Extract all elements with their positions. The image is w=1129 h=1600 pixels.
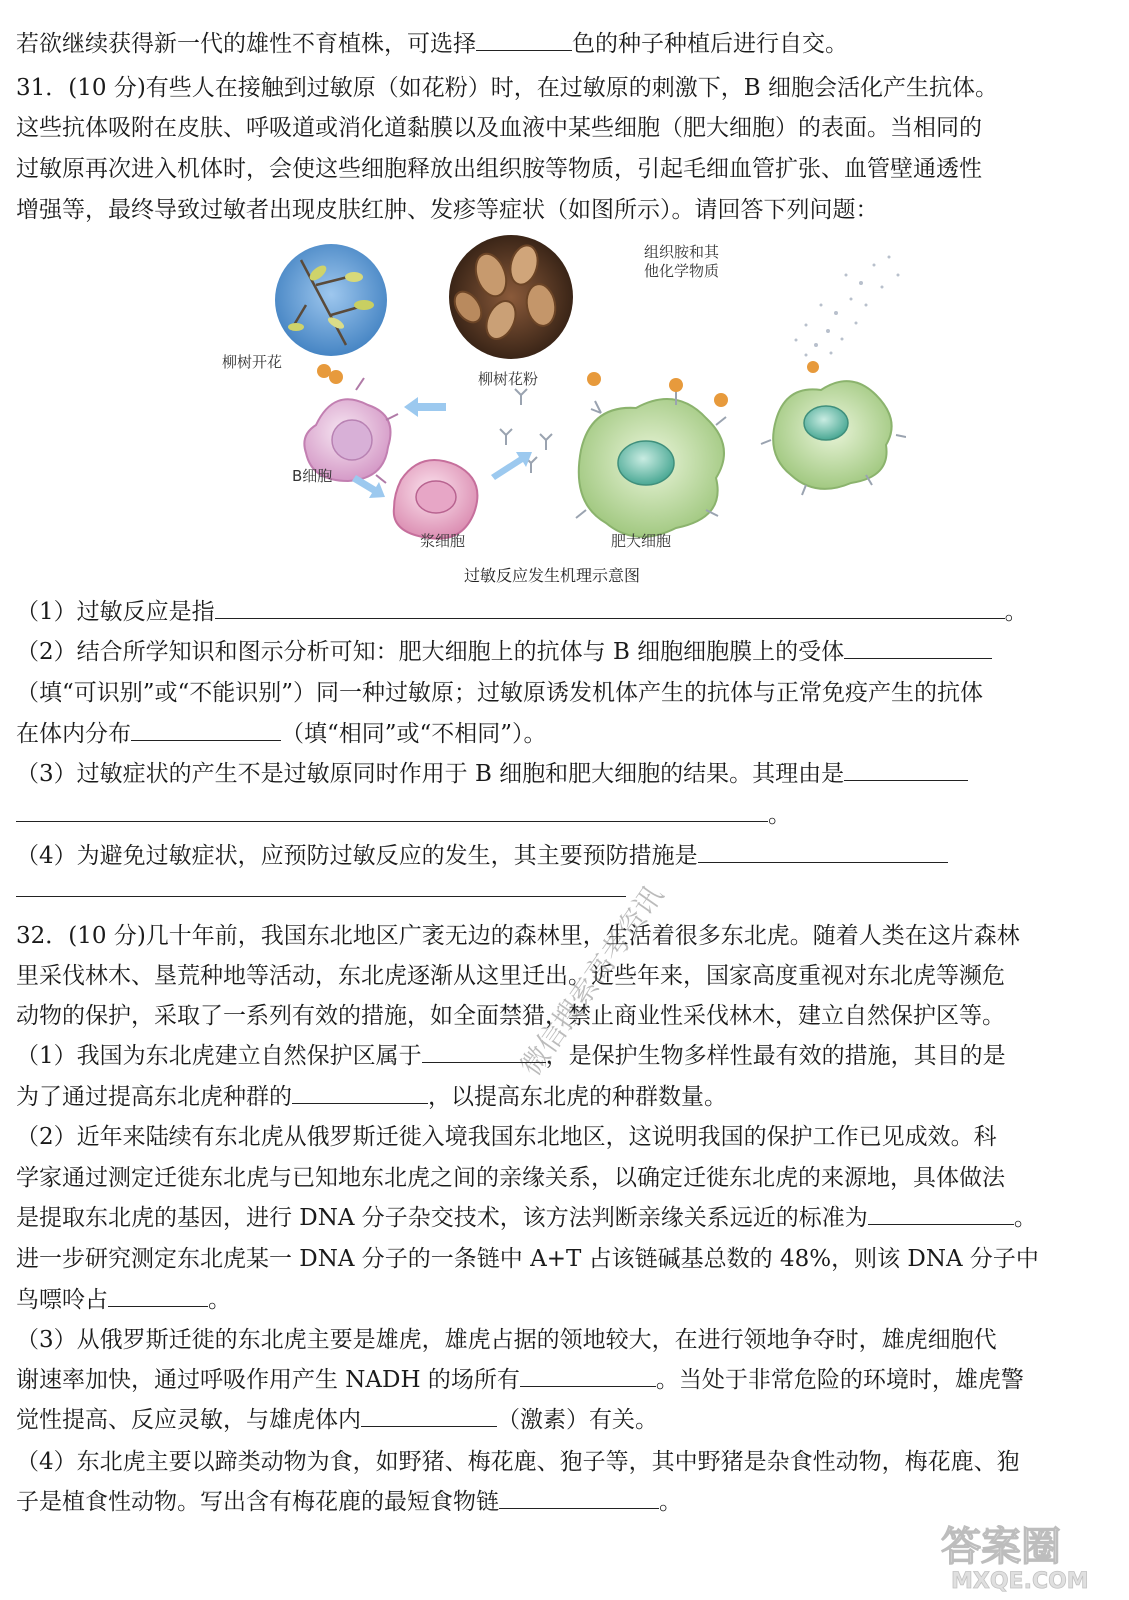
q32-sub-3-line-3 bbox=[16, 1400, 658, 1440]
answer-blank[interactable] bbox=[520, 1360, 656, 1387]
text: 。 bbox=[1004, 599, 1028, 625]
q31-sub-3-line-2 bbox=[16, 795, 791, 835]
answer-blank[interactable] bbox=[844, 632, 992, 659]
q31-stem-line-4: 增强等，最终导致过敏者出现皮肤红肿、发疹等症状（如图所示）。请回答下列问题： bbox=[16, 197, 879, 223]
text: （激素）有关。 bbox=[497, 1407, 658, 1433]
mast-cell-before bbox=[576, 372, 728, 537]
q32-sub-3-line-2 bbox=[16, 1360, 1024, 1400]
text: （1）我国为东北虎建立自然保护区属于 bbox=[16, 1043, 422, 1069]
q31-sub-2-line-3 bbox=[16, 714, 547, 754]
text: 觉性提高、反应灵敏，与雄虎体内 bbox=[16, 1407, 361, 1433]
answer-blank[interactable] bbox=[499, 1482, 659, 1509]
label-histamine-line-1: 组织胺和其 bbox=[644, 243, 720, 261]
watermark-text: 微信搜索高考资讯 bbox=[514, 879, 670, 1082]
text: 谢速率加快，通过呼吸作用产生 NADH 的场所有 bbox=[16, 1367, 520, 1393]
q32-sub-4-line-1: （4）东北虎主要以蹄类动物为食，如野猪、梅花鹿、狍子等，其中野猪是杂食性动物，梅花鹿、狍 bbox=[16, 1449, 1020, 1475]
text: 为了通过提高东北虎种群的 bbox=[16, 1084, 292, 1110]
q32-stem-line-2: 里采伐林木、垦荒种地等活动，东北虎逐渐从这里迁出。近些年来，国家高度重视对东北虎等濒危 bbox=[16, 963, 1005, 989]
text: 色的种子种植后进行自交。 bbox=[572, 31, 848, 57]
logo-subtext: MXQE.COM bbox=[951, 1569, 1089, 1594]
q32-sub-2-line-3 bbox=[16, 1198, 1037, 1238]
q32-sub-4-line-2 bbox=[16, 1482, 682, 1522]
label-histamine-line-2: 他化学物质 bbox=[644, 262, 720, 280]
q32-sub-1-line-2 bbox=[16, 1077, 727, 1117]
allergy-mechanism-figure bbox=[206, 235, 906, 595]
answer-blank[interactable] bbox=[131, 714, 281, 741]
q32-stem-line-1: 32．(10 分)几十年前，我国东北地区广袤无边的森林里，生活着很多东北虎。随着人类在这片森林 bbox=[16, 923, 1020, 949]
q30-continuation bbox=[16, 24, 848, 64]
figure-illustration bbox=[206, 235, 906, 595]
q31-stem-line-1: 31．(10 分)有些人在接触到过敏原（如花粉）时，在过敏原的刺激下，B 细胞会活化产生抗体。 bbox=[16, 75, 999, 101]
q31-sub-2-line-1 bbox=[16, 632, 992, 672]
q32-sub-2-line-5 bbox=[16, 1280, 231, 1320]
text: 。 bbox=[1013, 1205, 1037, 1231]
answer-blank[interactable] bbox=[868, 1198, 1014, 1225]
label-willow-flower: 柳树开花 bbox=[222, 353, 283, 371]
logo-text: 答案圈 bbox=[941, 1524, 1061, 1570]
q32-sub-2-line-2: 学家通过测定迁徙东北虎与已知地东北虎之间的亲缘关系，以确定迁徙东北虎的来源地，具体做法 bbox=[16, 1165, 1005, 1191]
q31-stem-line-3: 过敏原再次进入机体时，会使这些细胞释放出组织胺等物质，引起毛细血管扩张、血管壁通透性 bbox=[16, 156, 982, 182]
text: （2）结合所学知识和图示分析可知：肥大细胞上的抗体与 B 细胞细胞膜上的受体 bbox=[16, 639, 845, 665]
label-mast-cell: 肥大细胞 bbox=[611, 532, 672, 550]
willow-flower-image bbox=[275, 244, 387, 356]
q31-sub-2-line-2: （填“可识别”或“不能识别”）同一种过敏原；过敏原诱发机体产生的抗体与正常免疫产生的抗体 bbox=[16, 680, 984, 706]
willow-pollen-image bbox=[449, 235, 573, 359]
q31-sub-1 bbox=[16, 592, 1028, 632]
label-willow-pollen: 柳树花粉 bbox=[478, 370, 539, 388]
answer-blank[interactable] bbox=[292, 1077, 428, 1104]
label-plasma-cell: 浆细胞 bbox=[420, 532, 466, 550]
answer-blank[interactable] bbox=[476, 24, 572, 51]
label-b-cell: B细胞 bbox=[292, 467, 333, 485]
text: （3）过敏症状的产生不是过敏原同时作用于 B 细胞和肥大细胞的结果。其理由是 bbox=[16, 761, 845, 787]
answer-blank[interactable] bbox=[844, 754, 968, 781]
q31-stem-line-2: 这些抗体吸附在皮肤、呼吸道或消化道黏膜以及血液中某些细胞（肥大细胞）的表面。当相同的 bbox=[16, 115, 982, 141]
q32-sub-3-line-1: （3）从俄罗斯迁徙的东北虎主要是雄虎，雄虎占据的领地较大，在进行领地争夺时，雄虎细胞代 bbox=[16, 1327, 997, 1353]
text: 在体内分布 bbox=[16, 721, 131, 747]
text: ，以提高东北虎的种群数量。 bbox=[428, 1084, 727, 1110]
text: 。当处于非常危险的环境时，雄虎警 bbox=[655, 1367, 1024, 1393]
pollen-antigen bbox=[317, 364, 331, 378]
mast-cell-releasing bbox=[761, 256, 906, 496]
q31-sub-4-line-2 bbox=[16, 870, 626, 910]
answer-blank[interactable] bbox=[698, 836, 948, 863]
q32-sub-2-line-1: （2）近年来陆续有东北虎从俄罗斯迁徙入境我国东北地区，这说明我国的保护工作已见成效。科 bbox=[16, 1124, 997, 1150]
figure-caption: 过敏反应发生机理示意图 bbox=[464, 566, 641, 585]
answer-blank[interactable] bbox=[215, 592, 1005, 619]
text: （4）为避免过敏症状，应预防过敏反应的发生，其主要预防措施是 bbox=[16, 843, 698, 869]
pollen-antigen bbox=[329, 370, 343, 384]
text: 鸟嘌呤占 bbox=[16, 1287, 108, 1313]
text: （1）过敏反应是指 bbox=[16, 599, 215, 625]
q32-sub-1-line-1 bbox=[16, 1036, 1006, 1076]
logo-graphic bbox=[921, 1514, 1121, 1594]
answer-blank[interactable] bbox=[16, 870, 626, 897]
text: 。 bbox=[208, 1287, 231, 1313]
text: （填“相同”或“不相同”）。 bbox=[281, 721, 547, 747]
text: ，是保护生物多样性最有效的措施，其目的是 bbox=[545, 1043, 1006, 1069]
q32-sub-2-line-4: 进一步研究测定东北虎某一 DNA 分子的一条链中 A+T 占该链碱基总数的 48%，则该 DNA 分子中 bbox=[16, 1246, 1039, 1272]
text: 是提取东北虎的基因，进行 DNA 分子杂交技术，该方法判断亲缘关系远近的标准为 bbox=[16, 1205, 868, 1231]
text: 若欲继续获得新一代的雄性不育植株，可选择 bbox=[16, 31, 476, 57]
q31-sub-3-line-1 bbox=[16, 754, 968, 794]
text: 。 bbox=[768, 802, 791, 828]
plasma-cell bbox=[394, 460, 478, 539]
text: 。 bbox=[659, 1489, 682, 1515]
answer-blank[interactable] bbox=[16, 795, 768, 822]
answer-blank[interactable] bbox=[108, 1280, 208, 1307]
answer-blank[interactable] bbox=[361, 1400, 497, 1427]
site-logo bbox=[921, 1514, 1121, 1594]
text: 子是植食性动物。写出含有梅花鹿的最短食物链 bbox=[16, 1489, 499, 1515]
q32-stem-line-3: 动物的保护，采取了一系列有效的措施，如全面禁猎，禁止商业性采伐林木，建立自然保护区等。 bbox=[16, 1003, 1005, 1029]
